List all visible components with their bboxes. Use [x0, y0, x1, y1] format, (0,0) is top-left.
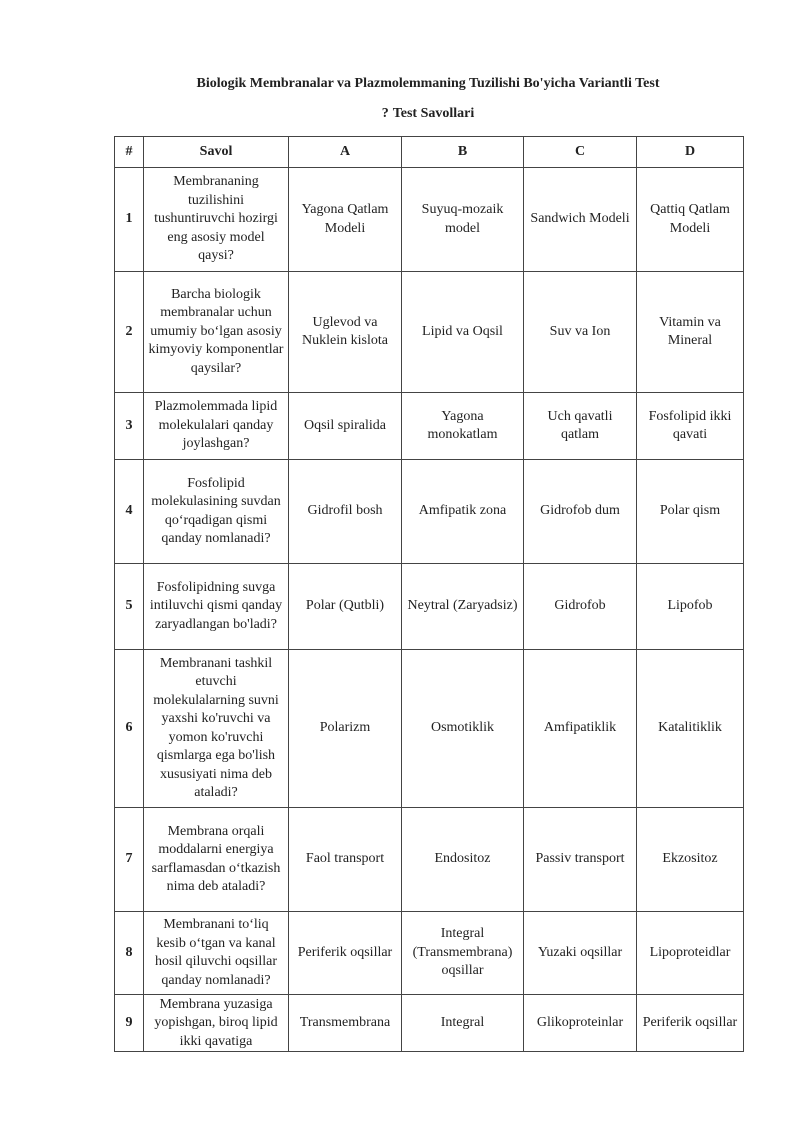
test-table [114, 136, 744, 1052]
option-c: Gidrofob [524, 564, 637, 650]
option-b: Endositoz [402, 808, 524, 912]
page-title: Biologik Membranalar va Plazmolemmaning Tuzilishi Bo'yicha Variantli Test [196, 76, 660, 91]
question-mark-icon: ? [381, 106, 389, 121]
option-d: Lipoproteidlar [637, 912, 744, 995]
subtitle-text: Test Savollari [392, 106, 475, 121]
option-c: Passiv transport [524, 808, 637, 912]
option-d: Vitamin va Mineral [637, 272, 744, 393]
option-c: Sandwich Modeli [524, 168, 637, 272]
option-b: Yagona monokatlam [402, 393, 524, 460]
question-number: 7 [115, 808, 144, 912]
question-text: Membranani tashkil etuvchi molekulalarning suvni yaxshi ko'ruvchi va yomon ko'ruvchi qismlarga ega bo'lish xususiyati nima deb ataladi? [144, 650, 289, 808]
header-option-d: D [637, 137, 744, 168]
question-text: Fosfolipid molekulasining suvdan qo‘rqadigan qismi qanday nomlanadi? [144, 460, 289, 564]
question-text: Membranani to‘liq kesib o‘tgan va kanal hosil qiluvchi oqsillar qanday nomlanadi? [144, 912, 289, 995]
header-number: # [115, 137, 144, 168]
question-number: 9 [115, 995, 144, 1053]
table-row [115, 460, 744, 564]
option-c: Amfipatiklik [524, 650, 637, 808]
question-text: Barcha biologik membranalar uchun umumiy bo‘lgan asosiy kimyoviy komponentlar qaysilar? [144, 272, 289, 393]
option-a: Yagona Qatlam Modeli [289, 168, 402, 272]
option-a: Periferik oqsillar [289, 912, 402, 995]
question-text: Plazmolemmada lipid molekulalari qanday joylashgan? [144, 393, 289, 460]
option-c: Suv va Ion [524, 272, 637, 393]
question-text: Membrana orqali moddalarni energiya sarflamasdan o‘tkazish nima deb ataladi? [144, 808, 289, 912]
question-text: Membrananing tuzilishini tushuntiruvchi hozirgi eng asosiy model qaysi? [144, 168, 289, 272]
table-row [115, 393, 744, 460]
question-number: 5 [115, 564, 144, 650]
option-b: Suyuq-mozaik model [402, 168, 524, 272]
option-b: Integral (Transmembrana) oqsillar [402, 912, 524, 995]
option-b: Integral [402, 995, 524, 1053]
test-table-container [114, 136, 744, 1052]
option-b: Lipid va Oqsil [402, 272, 524, 393]
option-c: Yuzaki oqsillar [524, 912, 637, 995]
option-b: Osmotiklik [402, 650, 524, 808]
question-number: 1 [115, 168, 144, 272]
option-d: Katalitiklik [637, 650, 744, 808]
question-number: 8 [115, 912, 144, 995]
option-a: Gidrofil bosh [289, 460, 402, 564]
option-c: Uch qavatli qatlam [524, 393, 637, 460]
table-row [115, 650, 744, 808]
option-a: Uglevod va Nuklein kislota [289, 272, 402, 393]
table-row [115, 168, 744, 272]
option-d: Qattiq Qatlam Modeli [637, 168, 744, 272]
header-option-b: B [402, 137, 524, 168]
table-header-row [115, 137, 744, 168]
table-row [115, 272, 744, 393]
option-a: Transmembrana [289, 995, 402, 1053]
question-text: Fosfolipidning suvga intiluvchi qismi qanday zaryadlangan bo'ladi? [144, 564, 289, 650]
question-number: 3 [115, 393, 144, 460]
section-subtitle [0, 106, 800, 122]
question-text: Membrana yuzasiga yopishgan, biroq lipid ikki qavatiga [144, 995, 289, 1053]
table-row [115, 912, 744, 995]
option-d: Lipofob [637, 564, 744, 650]
option-b: Neytral (Zaryadsiz) [402, 564, 524, 650]
question-number: 6 [115, 650, 144, 808]
option-a: Polarizm [289, 650, 402, 808]
header-option-c: C [524, 137, 637, 168]
option-c: Glikoproteinlar [524, 995, 637, 1053]
question-number: 2 [115, 272, 144, 393]
header-option-a: A [289, 137, 402, 168]
table-row [115, 995, 744, 1053]
header-question: Savol [144, 137, 289, 168]
option-b: Amfipatik zona [402, 460, 524, 564]
option-d: Periferik oqsillar [637, 995, 744, 1053]
option-a: Oqsil spiralida [289, 393, 402, 460]
option-d: Polar qism [637, 460, 744, 564]
option-c: Gidrofob dum [524, 460, 637, 564]
option-d: Ekzositoz [637, 808, 744, 912]
option-a: Polar (Qutbli) [289, 564, 402, 650]
option-a: Faol transport [289, 808, 402, 912]
option-d: Fosfolipid ikki qavati [637, 393, 744, 460]
table-row [115, 564, 744, 650]
question-number: 4 [115, 460, 144, 564]
table-row [115, 808, 744, 912]
